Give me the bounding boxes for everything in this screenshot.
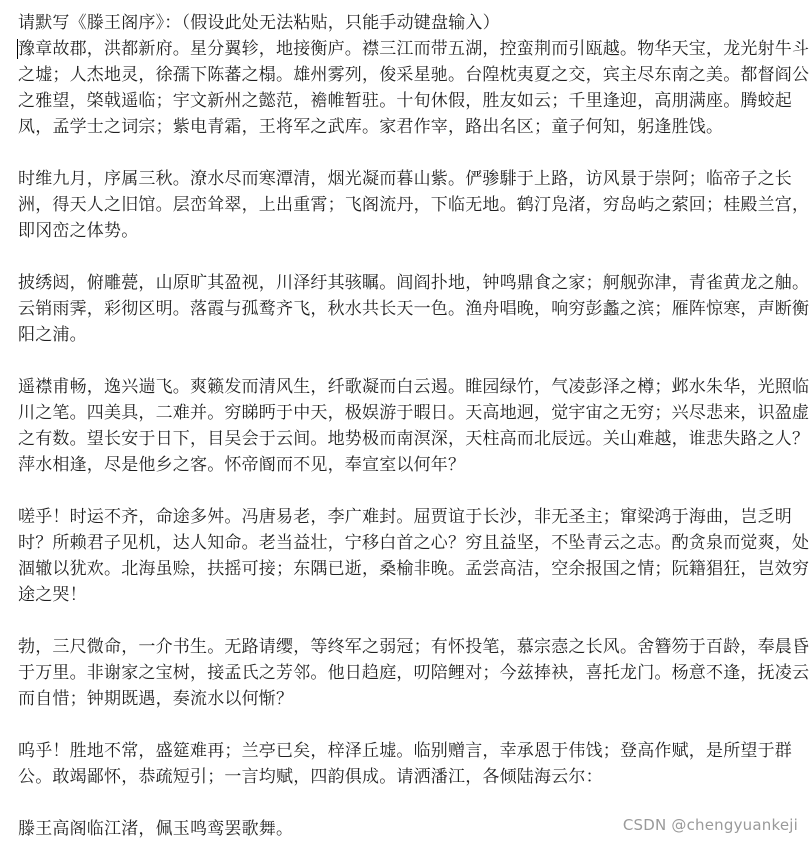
paragraph-3-text: 披绣闼，俯雕甍，山原旷其盈视，川泽纡其骇瞩。闾阎扑地，钟鸣鼎食之家；舸舰弥津，青雀黄龙之舳。云销雨霁，彩彻区明。落霞与孤鹜齐飞，秋水共长天一色。渔舟唱晚，响穷彭蠡之滨；雁阵惊寒，声断衡阳之浦。 (18, 273, 810, 345)
paragraph-8-text: 滕王高阁临江渚，佩玉鸣鸾罢歌舞。 (18, 819, 294, 839)
paragraph-2[interactable] (18, 166, 810, 244)
paragraph-4-text: 遥襟甫畅，逸兴遄飞。爽籁发而清风生，纤歌凝而白云遏。睢园绿竹，气凌彭泽之樽；邺水朱华，光照临川之笔。四美具，二难并。穷睇眄于中天，极娱游于暇日。天高地迥，觉宇宙之无穷；兴尽悲来，识盈虚之有数。望长安于日下，目吴会于云间。地势极而南溟深，天柱高而北辰远。关山难越，谁悲失路之人？萍水相逢，尽是他乡之客。怀帝阍而不见，奉宣室以何年？ (18, 377, 810, 475)
paragraph-3[interactable] (18, 270, 810, 348)
paragraph-1[interactable] (18, 36, 810, 140)
prompt-line: 请默写《滕王阁序》：（假设此处无法粘贴，只能手动键盘输入） (18, 13, 500, 33)
paragraph-1-text: 豫章故郡，洪都新府。星分翼轸，地接衡庐。襟三江而带五湖，控蛮荆而引瓯越。物华天宝，龙光射牛斗之墟；人杰地灵，徐孺下陈蕃之榻。雄州雾列，俊采星驰。台隍枕夷夏之交，宾主尽东南之美。都督阎公之雅望，棨戟遥临；宇文新州之懿范，襜帷暂驻。十旬休假，胜友如云；千里逢迎，高朋满座。腾蛟起凤，孟学士之词宗；紫电青霜，王将军之武库。家君作宰，路出名区；童子何知，躬逢胜饯。 (18, 39, 810, 137)
paragraph-5[interactable] (18, 504, 810, 608)
paragraph-7-text: 呜乎！胜地不常，盛筵难再；兰亭已矣，梓泽丘墟。临别赠言，幸承恩于伟饯；登高作赋，是所望于群公。敢竭鄙怀，恭疏短引；一言均赋，四韵俱成。请洒潘江，各倾陆海云尔： (18, 741, 792, 787)
paragraph-7[interactable] (18, 738, 810, 790)
text-cursor (17, 39, 18, 59)
paragraph-6[interactable] (18, 634, 810, 712)
paragraph-6-text: 勃，三尺微命，一介书生。无路请缨，等终军之弱冠；有怀投笔，慕宗悫之长风。舍簪笏于百龄，奉晨昏于万里。非谢家之宝树，接孟氏之芳邻。他日趋庭，叨陪鲤对；今兹捧袂，喜托龙门。杨意不逢，抚凌云而自惜；钟期既遇，奏流水以何惭？ (18, 637, 810, 709)
paragraph-5-text: 嗟乎！时运不齐，命途多舛。冯唐易老，李广难封。屈贾谊于长沙，非无圣主；窜梁鸿于海曲，岂乏明时？所赖君子见机，达人知命。老当益壮，宁移白首之心？穷且益坚，不坠青云之志。酌贪泉而觉爽，处涸辙以犹欢。北海虽赊，扶摇可接；东隅已逝，桑榆非晚。孟尝高洁，空余报国之情；阮籍猖狂，岂效穷途之哭！ (18, 507, 810, 605)
watermark: CSDN @chengyuankeji (622, 816, 798, 834)
paragraph-4[interactable] (18, 374, 810, 478)
paragraph-2-text: 时维九月，序属三秋。潦水尽而寒潭清，烟光凝而暮山紫。俨骖騑于上路，访风景于崇阿；临帝子之长洲，得天人之旧馆。层峦耸翠，上出重霄；飞阁流丹，下临无地。鹤汀凫渚，穷岛屿之萦回；桂殿兰宫，即冈峦之体势。 (18, 169, 810, 241)
